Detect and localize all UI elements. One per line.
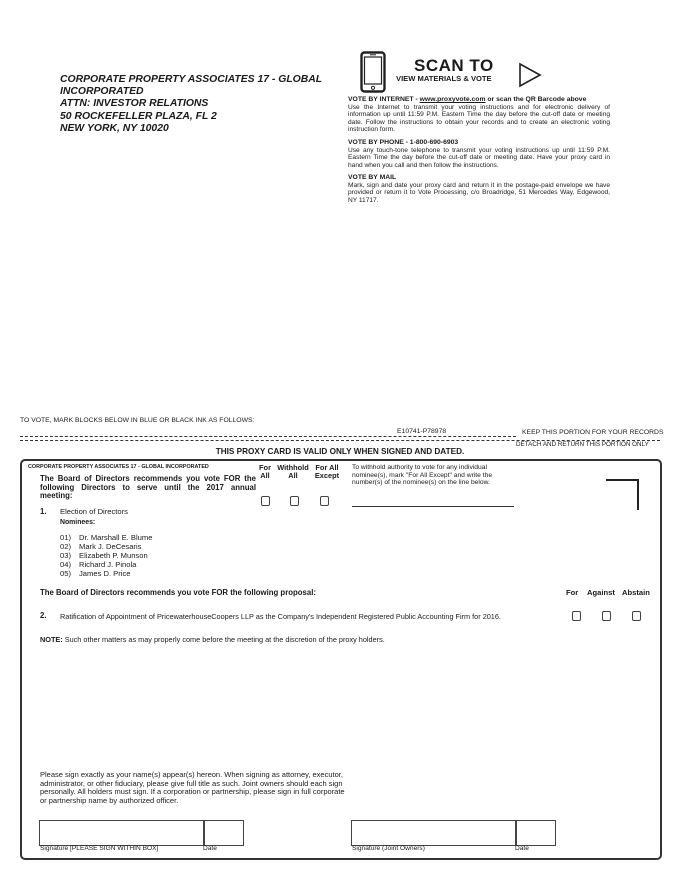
mail-body: Mark, sign and date your proxy card and return it in the postage-paid envelope we have provided or return it to Vote Processing, c/o Broadridge, 51 Mercedes Way, Edgewood, NY 11717. [348,181,610,204]
registration-mark-vertical [637,479,639,510]
note [40,635,385,644]
address-line-5: NEW YORK, NY 10020 [60,122,169,134]
nominee-row: 01) Dr. Marshall E. Blume [60,533,153,542]
address-line-4: 50 ROCKEFELLER PLAZA, FL 2 [60,110,217,122]
col-for-all-except: For All Except [314,463,340,480]
vote-by-mail [348,174,610,204]
signing-instructions: Please sign exactly as your name(s) appear(s) hereon. When signing as attorney, executor, administrator, or other fiduciary, please give full title as such. Joint owners should each sign personally. All holders must sign. If a corporation or partnership, please sign in full corporate or partnership name by authorized officer. [40,770,345,805]
smartphone-icon [360,51,386,93]
phone-heading: VOTE BY PHONE - 1-800-690-6903 [348,139,459,146]
phone-body: Use any touch-tone telephone to transmit your voting instructions up until 11:59 P.M. Eastern Time the day before the cut-off date or meeting date. Have your proxy card in hand when you call and then follow the instructions. [348,146,610,169]
withhold-instructions: To withhold authority to vote for any individual nominee(s), mark "For All Except" and write the number(s) of the nominee(s) on the line below. [352,464,493,487]
proxyvote-link[interactable]: www.proxyvote.com [419,96,486,103]
registration-mark [606,479,639,481]
signature-label: Signature [PLEASE SIGN WITHIN BOX] [40,845,159,852]
address-line-3: ATTN: INVESTOR RELATIONS [60,98,209,110]
checkbox-withhold-all[interactable] [290,496,299,506]
note-text: Such other matters as may properly come before the meeting at the discretion of the proxy holders. [62,635,385,644]
company-name: CORPORATE PROPERTY ASSOCIATES 17 - GLOBAL INCORPORATED [28,464,209,470]
joint-date-box[interactable] [515,820,556,846]
keep-portion-note: KEEP THIS PORTION FOR YOUR RECORDS [522,429,664,436]
col-withhold-all: Withhold All [277,463,309,480]
item-1-label: Election of Directors [60,507,128,516]
checkbox-for-all-except[interactable] [320,496,329,506]
valid-notice: THIS PROXY CARD IS VALID ONLY WHEN SIGNED AND DATED. [215,447,465,456]
mailing-address [60,74,322,135]
nominee-number-line[interactable] [352,506,514,507]
detach-return-note: DETACH AND RETURN THIS PORTION ONLY [516,441,649,448]
col-abstain: Abstain [622,588,650,597]
joint-signature-box[interactable] [351,820,517,846]
directors-recommendation: The Board of Directors recommends you vote FOR the following Directors to serve until the 2017 annual meeting: [40,474,256,501]
col-for: For [566,588,579,597]
checkbox-against[interactable] [602,611,611,621]
detach-line-top [20,436,516,437]
address-line-1: CORPORATE PROPERTY ASSOCIATES 17 - GLOBAL [60,74,323,85]
col-for-all: For All [259,463,271,480]
item-1-number: 1. [40,507,47,516]
joint-date-label: Date [515,845,529,852]
nominees-label: Nominees: [60,519,96,526]
signature-box[interactable] [39,820,205,846]
checkbox-for-all[interactable] [261,496,270,506]
date-box[interactable] [203,820,244,846]
col-against: Against [587,588,615,597]
internet-heading: VOTE BY INTERNET - [348,96,420,103]
vote-by-phone [348,139,610,169]
scan-subtitle: VIEW MATERIALS & VOTE [396,74,492,83]
item-2-number: 2. [40,611,47,620]
vote-by-internet [348,96,610,134]
internet-body: Use the Internet to transmit your voting instructions and for electronic delivery of information up until 11:59 P.M. Eastern Time the day before the cut-off date or meeting date. Follow the instructions to obtain your records and to create an electronic voting instruction form. [348,103,610,134]
mark-instructions: TO VOTE, MARK BLOCKS BELOW IN BLUE OR BLACK INK AS FOLLOWS: [20,417,255,424]
internet-heading-tail: or scan the QR Barcode above [485,96,587,103]
note-label: NOTE: [40,635,63,644]
joint-signature-label: Signature (Joint Owners) [352,845,425,852]
scan-title: SCAN TO [414,56,494,75]
nominee-row: 02) Mark J. DeCesaris [60,542,142,551]
nominee-row: 04) Richard J. Pinola [60,560,137,569]
mail-heading: VOTE BY MAIL [348,174,397,181]
nominee-row: 05) James D. Price [60,569,131,578]
play-arrow-icon [518,62,542,88]
item-2-text: Ratification of Appointment of PricewaterhouseCoopers LLP as the Company's Independent Registered Public Accounting Firm for 2016. [60,612,501,621]
nominee-row: 03) Elizabeth P. Munson [60,551,148,560]
checkbox-abstain[interactable] [632,611,641,621]
date-label: Date [203,845,217,852]
proposal-recommendation: The Board of Directors recommends you vote FOR the following proposal: [40,588,316,597]
checkbox-for[interactable] [572,611,581,621]
address-line-2: INCORPORATED [60,86,144,98]
control-code: E10741-P78978 [397,428,447,435]
